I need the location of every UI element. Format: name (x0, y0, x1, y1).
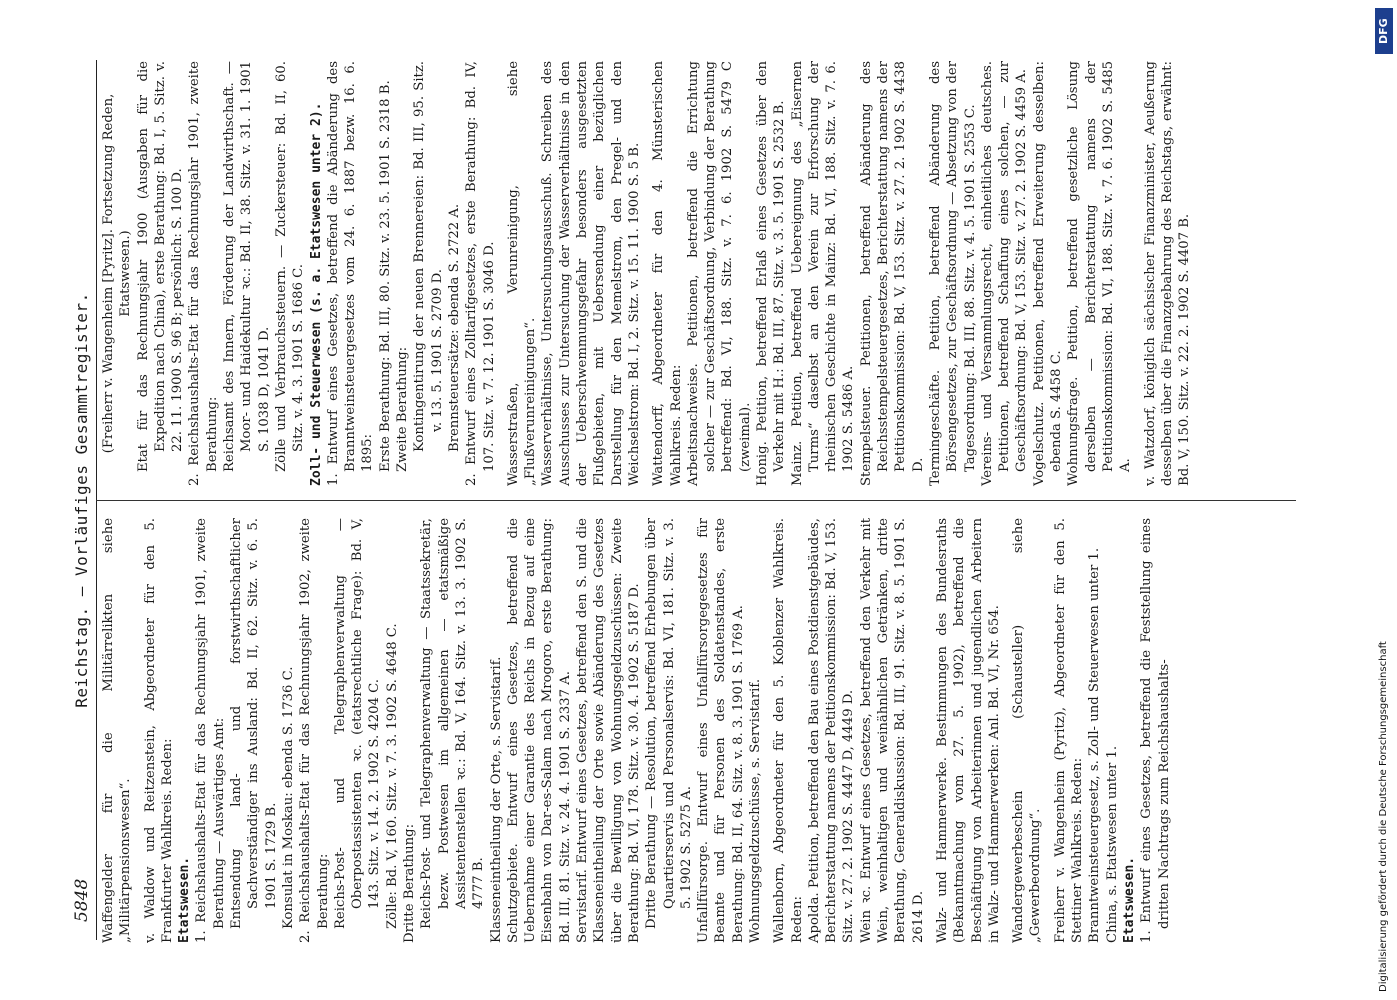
left-column (100, 518, 1173, 943)
entry-paragraph: Wohnungsfrage. Petition, betreffend gesetzliche Lösung derselben — Berichterstattung namens der Petitionskommission: Bd. VI, 188. Sitz. v. 7. 6. 1902 S. 5485 A. (1066, 61, 1134, 486)
subject-heading: Etatswesen. (1121, 856, 1137, 943)
entry-paragraph: Unfallfürsorge. Entwurf eines Unfallfürsorgegesetzes für Beamte und für Personen des Soldatenstandes, erste Berathung: Bd. II, 64. Sitz. v. 8. 3. 1901 S. 1769 A. (696, 518, 746, 943)
entry-heading: Freiherr v. Wangenheim (Pyritz), Abgeordneter für den 5. Stettiner Wahlkreis. Reden: (1052, 518, 1086, 943)
entry-heading: Wattendorff, Abgeordneter für den 4. Münsterischen Wahlkreis. Reden: (651, 61, 684, 486)
subject-heading: Etatswesen. (177, 856, 193, 943)
entry-paragraph: Waffengelder für die Militärrelikten siehe „Militärpensionswesen“. (101, 518, 134, 943)
page-header (70, 60, 97, 940)
entry-paragraph: Wohnungsgeldzuschüsse, s. Servistarif. (747, 678, 763, 943)
entry-paragraph: Dritte Berathung: (402, 823, 418, 943)
right-column (100, 61, 1193, 486)
entry-paragraph: 1. Entwurf eines Gesetzes, betreffend die Abänderung des Branntweinsteuergesetzes vom 24. 6. 1887 bezw. 16. 6. 1895: (325, 61, 376, 486)
entry-paragraph: Vereins- und Versammlungsrecht, einheitliches deutsches. Petitionen, betreffend Schaffung eines solchen, — zur Geschäftsordnung: Bd. V, 153. Sitz. v. 27. 2. 1902 S. 4459 A. (979, 61, 1030, 486)
entry-paragraph: Vogelschutz. Petitionen, betreffend Erweiterung desselben: ebenda S. 4458 C. (1031, 61, 1065, 486)
column-divider (96, 500, 1296, 501)
entry-paragraph: Zölle und Verbrauchssteuern. — Zuckersteuer: Bd. II, 60. Sitz. v. 4. 3. 1901 S. 1686 C. (273, 61, 307, 472)
entry-paragraph: Honig. Petition, betreffend Erlaß eines Gesetzes über den Verkehr mit H.: Bd. III, 87. Sitz. v. 3. 5. 1901 S. 2532 B. (754, 61, 788, 486)
entry-paragraph: Wasserverhältnisse, Untersuchungsausschuß. Schreiben des Ausschusses zur Untersuchung der Wasserverhältnisse in den der Ueberschwemmungsgefahr besonders ausgesetzten Flußgebieten, mit Uebersendung einer bezüglichen Darstellung für den Memelstrom, den Pregel- und den Weichselstrom: Bd. I, 2. Sitz. v. 15. 11. 1900 S. 5 B. (540, 61, 642, 486)
entry-paragraph: Brennsteuersätze: ebenda S. 2722 A. (446, 203, 462, 452)
entry-paragraph: Termingeschäfte. Petition, betreffend Abänderung des Börsengesetzes, zur Geschäftsordnung — Absetzung von der Tagesordnung: Bd. III, 88. Sitz. v. 4. 5. 1901 S. 2553 C. (927, 61, 978, 486)
entry-paragraph: Schutzgebiete. Entwurf eines Gesetzes, betreffend die Uebernahme einer Garantie des Reichs in Bezug auf eine Eisenbahn von Dar-es-Salam nach Mrogoro, erste Berathung: Bd. III, 81. Sitz. v. 24. 4. 1901 S. 2337 A. (505, 518, 573, 943)
continuation-note: (Freiherr v. Wangenheim [Pyritz]. Fortsetzung Reden, Etatswesen.) (101, 93, 134, 454)
entry-paragraph: Wein ꝛc. Entwurf eines Gesetzes, betreffend den Verkehr mit Wein, weinhaltigen und weinähnlichen Getränken, dritte Berathung, Generaldiskussion: Bd. III, 91. Sitz. v. 8. 5. 1901 S. 2614 D. (858, 518, 926, 943)
entry-paragraph: Erste Berathung: Bd. III, 80. Sitz. v. 23. 5. 1901 S. 2318 B. (377, 80, 393, 472)
entry-paragraph: Walz- und Hammerwerke. Bestimmungen des Bundesraths (Bekanntmachung vom 27. 5. 1902), betreffend die Beschäftigung von Arbeiterinnen und jugendlichen Arbeitern in Walz- und Hammerwerken: Anl. Bd. VI, Nr. 654. (934, 518, 1002, 943)
entry-paragraph: Entsendung land- und forstwirthschaftlicher Sachverständiger ins Ausland: Bd. II, 62. Sitz. v. 6. 5. 1901 S. 1729 B. (229, 518, 279, 929)
entry-paragraph: Servistarif. Entwurf eines Gesetzes, betreffend den S. und die Klasseneintheilung der Orte sowie Abänderung des Gesetzes über die Bewilligung von Wohnungsgeldzuschüssen: Zweite Berathung: Bd. VI, 178. Sitz. v. 30. 4. 1902 S. 5187 D. (575, 518, 642, 943)
entry-paragraph: Branntweinsteuergesetz, s. Zoll- und Steuerwesen unter 1. (1087, 547, 1103, 943)
subject-heading: Zoll- und Steuerwesen (s. a. Etatswesen unter 2). (308, 102, 324, 486)
entry-paragraph: Dritte Berathung — Resolution, betreffend Erhebungen über Quartierservis und Personalservis: Bd. VI, 181. Sitz. v. 3. 5. 1902 S. 5275 A. (644, 518, 694, 929)
entry-paragraph: Reichs-Post- und Telegraphenverwaltung — Staatssekretär, bezw. Postwesen im allgemeinen — etatsmäßige Assistentenstellen ꝛc.: Bd. V, 164. Sitz. v. 13. 3. 1902 S. 4777 B. (419, 518, 487, 929)
page-title: Reichstag. — Vorläufiges Gesammtregister. (72, 292, 91, 708)
entry-heading: Wallenborn, Abgeordneter für den 5. Koblenzer Wahlkreis. Reden: (772, 518, 805, 943)
entry-paragraph: Wasserstraßen, Verunreinigung, siehe „Flußverunreinigungen“. (505, 61, 539, 486)
entry-heading: v. Watzdorf, königlich sächsischer Finanzminister, Aeußerung desselben über die Finanzgebahrung des Reichstags, erwähnt: Bd. V, 150. Sitz. v. 22. 2. 1902 S. 4407 B. (1142, 61, 1193, 486)
entry-paragraph: 2. Reichshaushalts-Etat für das Rechnungsjahr 1901, zweite Berathung: (187, 61, 220, 486)
entry-paragraph: Reichs-Post- und Telegraphenverwaltung — Oberpostassistenten ꝛc. (etatsrechtliche Frage): Bd. V, 143. Sitz. v. 14. 2. 1902 S. 4204 C. (332, 518, 383, 929)
entry-paragraph: China, s. Etatswesen unter 1. (1104, 745, 1120, 943)
entry-paragraph: Klasseneintheilung der Orte, s. Servistarif. (488, 656, 504, 943)
digitization-strip (1369, 0, 1397, 1000)
entry-paragraph: 1. Reichshaushalts-Etat für das Rechnungsjahr 1901, zweite Berathung — Auswärtiges Amt: (194, 518, 227, 943)
entry-paragraph: Stempelsteuer. Petitionen, betreffend Abänderung des Reichsstempelsteuergesetzes, Berichterstattung namens der Petitionskommission: Bd. V, 153. Sitz. v. 27. 2. 1902 S. 4438 D. (858, 61, 926, 486)
entry-paragraph: Kontingentirung der neuen Brennereien: Bd. III, 95. Sitz. v. 13. 5. 1901 S. 2709 D. (412, 61, 445, 452)
entry-paragraph: Zweite Berathung: (395, 346, 411, 472)
entry-paragraph: Apolda. Petition, betreffend den Bau eines Postdienstgebäudes, Berichterstattung namens der Petitionskommission: Bd. V, 153. Sitz. v. 27. 2. 1902 S. 4447 D, 4449 D. (806, 518, 857, 943)
entry-paragraph: 2. Reichshaushalts-Etat für das Rechnungsjahr 1902, zweite Berathung: (298, 518, 331, 943)
entry-paragraph: Reichsamt des Innern, Förderung der Landwirthschaft. — Moor- und Haidekultur ꝛc.: Bd. II, 38. Sitz. v. 31. 1. 1901 S. 1038 D, 1041 D. (222, 61, 272, 472)
entry-paragraph: Etat für das Rechnungsjahr 1900 (Ausgaben für die Expedition nach China), erste Berathung: Bd. I, 5. Sitz. v. 22. 11. 1900 S. 96 B; persönlich: S. 100 D. (135, 61, 186, 472)
entry-paragraph: Wandergewerbeschein (Schausteller) siehe „Gewerbeordnung“. (1011, 518, 1044, 943)
entry-paragraph: Mainz. Petition, betreffend Uebereignung des „Eisernen Turms“ daselbst an den Verein zur Erforschung der rheinischen Geschichte in Mainz: Bd. VI, 188. Sitz. v. 7. 6. 1902 S. 5486 A. (789, 61, 857, 486)
entry-paragraph: Arbeitsnachweise. Petitionen, betreffend die Errichtung solcher — zur Geschäftsordnung, Verbindung der Berathung betreffend: Bd. VI, 188. Sitz. v. 7. 6. 1902 S. 5479 C (zweimal). (685, 61, 753, 486)
entry-paragraph: Zölle: Bd. V, 160. Sitz. v. 7. 3. 1902 S. 4648 C. (384, 623, 400, 929)
page-number: 5848 (72, 878, 92, 922)
funding-notice: Digitalisierung gefördert durch die Deutsche Forschungsgemeinschaft (1378, 641, 1389, 992)
entry-paragraph: 2. Entwurf eines Zolltarifgesetzes, erste Berathung: Bd. IV, 107. Sitz. v. 7. 12. 1901 S. 3046 D. (464, 61, 497, 486)
dfg-logo: DFG (1375, 8, 1393, 54)
entry-paragraph: 1. Entwurf eines Gesetzes, betreffend die Feststellung eines dritten Nachtrags zum Reichshaushalts- (1139, 518, 1172, 943)
entry-heading: v. Waldow und Reitzenstein, Abgeordneter für den 5. Frankfurter Wahlkreis. Reden: (142, 518, 175, 943)
entry-paragraph: Konsulat in Moskau: ebenda S. 1736 C. (280, 666, 296, 929)
